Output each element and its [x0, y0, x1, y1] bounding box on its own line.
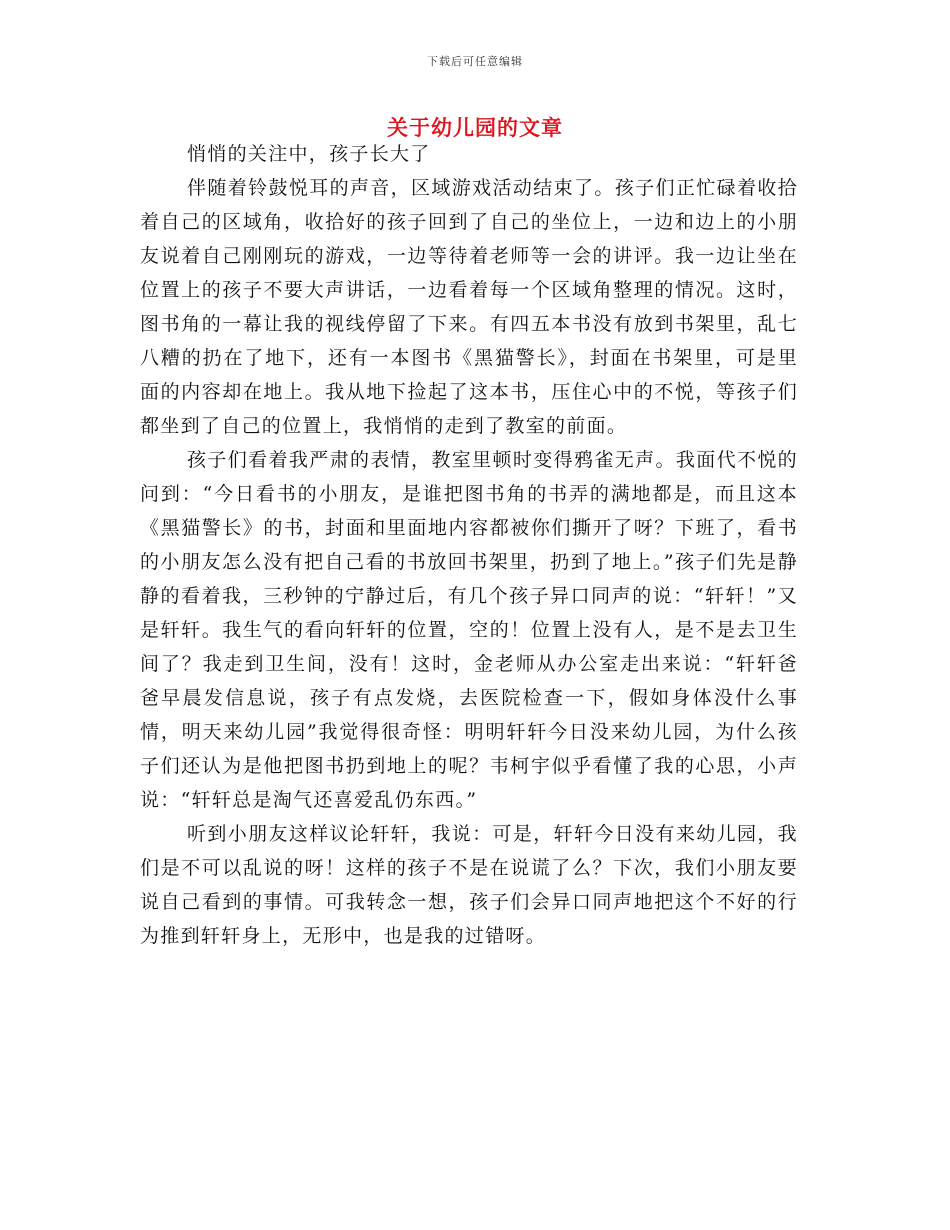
body-paragraph-2: 孩子们看着我严肃的表情，教室里顿时变得鸦雀无声。我面代不悦的问到：“今日看书的小朋友，是谁把图书角的书弄的满地都是，而且这本《黑猫警长》的书，封面和里面地内容都被你们撕开了呀？下班了，看书的小朋友怎么没有把自己看的书放回书架里，扔到了地上。”孩子们先是静静的看着我，三秒钟的宁静过后，有几个孩子异口同声的说：“轩轩！”又是轩轩。我生气的看向轩轩的位置，空的！位置上没有人，是不是去卫生间了？我走到卫生间，没有！这时，金老师从办公室走出来说：“轩轩爸爸早晨发信息说，孩子有点发烧，去医院检查一下，假如身体没什么事情，明天来幼儿园”我觉得很奇怪：明明轩轩今日没来幼儿园，为什么孩子们还认为是他把图书扔到地上的呢？韦柯宇似乎看懂了我的心思，小声说：“轩轩总是淘气还喜爱乱仍东西。” — [140, 449, 798, 811]
document-title: 关于幼儿园的文章 — [387, 115, 563, 140]
document-body — [140, 137, 798, 953]
body-paragraph-3: 听到小朋友这样议论轩轩，我说：可是，轩轩今日没有来幼儿园，我们是不可以乱说的呀！这样的孩子不是在说谎了么？下次，我们小朋友要说自己看到的事情。可我转念一想，孩子们会异口同声地把这个不好的行为推到轩轩身上，无形中，也是我的过错呀。 — [140, 823, 798, 947]
body-paragraph-1: 伴随着铃鼓悦耳的声音，区域游戏活动结束了。孩子们正忙碌着收拾着自己的区域角，收拾好的孩子回到了自己的坐位上，一边和边上的小朋友说着自己刚刚玩的游戏，一边等待着老师等一会的讲评。我一边让坐在位置上的孩子不要大声讲话，一边看着每一个区域角整理的情况。这时，图书角的一幕让我的视线停留了下来。有四五本书没有放到书架里，乱七八糟的扔在了地下，还有一本图书《黑猫警长》，封面在书架里，可是里面的内容却在地上。我从地下捡起了这本书，压住心中的不悦，等孩子们都坐到了自己的位置上，我悄悄的走到了教室的前面。 — [140, 177, 798, 437]
subtitle-paragraph: 悄悄的关注中，孩子长大了 — [187, 143, 431, 165]
page-header: 下载后可任意编辑 — [427, 55, 523, 68]
